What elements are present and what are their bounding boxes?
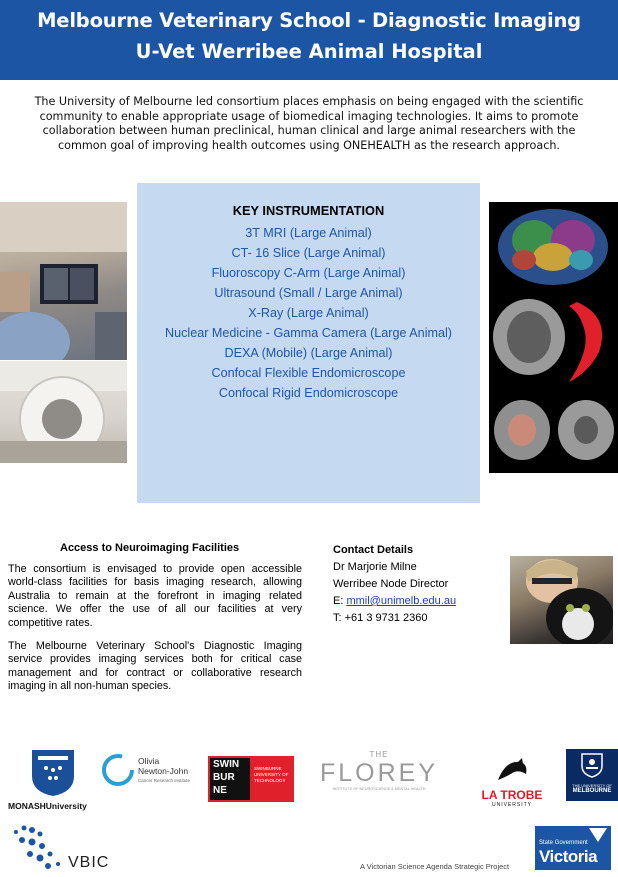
instrumentation-title: KEY INSTRUMENTATION [232,203,385,218]
instrument-item: Fluoroscopy C-Arm (Large Animal) [211,266,406,280]
swinburne-sub-2: UNIVERSITY OF [254,772,289,777]
florey-logo [318,750,440,806]
unimelb-line-2: MELBOURNE [572,788,612,794]
swinburne-logo [208,756,294,802]
unimelb-logo [566,749,618,801]
swinburne-line-2: BUR [213,772,235,783]
email-label: E: [333,595,347,607]
latrobe-logo [474,756,550,806]
instrument-item: DEXA (Mobile) (Large Animal) [224,346,393,360]
instrument-item: CT- 16 Slice (Large Animal) [231,246,386,260]
intro-paragraph: The University of Melbourne led consortium places emphasis on being engaged with the scientific community to enable appropriate usage of biomedical imaging technologies. It aims to promote collaboration between human preclinical, human clinical and large animal researchers with the common goal of improving health outcomes using ONEHEALTH as the research approach. [34,95,584,152]
victoria-name: Victoria [539,847,598,866]
florey-name: FLOREY [319,759,439,787]
unimelb-line-1: THE UNIVERSITY OF [572,783,612,788]
access-paragraph-2: The Melbourne Veterinary School's Diagnostic Imaging service provides imaging services both for critical case management and for contract or collaborative research imaging in all non-human species. [8,640,302,693]
onj-name-1: Olivia [138,756,160,766]
monash-logo [8,748,98,810]
onj-name-2: Newton-John [138,766,189,776]
page-title-line2: U-Vet Werribee Animal Hospital [135,40,483,63]
access-paragraph-1: The consortium is envisaged to provide open accessible world-class facilities for basis imaging research, allowing Australia to remain at the forefront in imaging related science. We offer the use of all our facilities at very competitive rates. [8,563,302,629]
contact-title: Contact Details [333,544,414,556]
contact-details [333,542,456,627]
key-instrumentation-panel [137,183,480,503]
onj-sub: Cancer Research Institute [138,778,191,783]
instrument-item: Nuclear Medicine - Gamma Camera (Large Animal) [165,326,452,340]
victoria-gov-line: State Government [539,840,588,846]
access-title: Access to Neuroimaging Facilities [60,542,240,554]
swinburne-sub-3: TECHNOLOGY [254,778,286,783]
email-link[interactable]: mmil@unimelb.edu.au [346,595,457,607]
contact-role: Werribee Node Director [333,578,449,590]
instrument-item: Confocal Rigid Endomicroscope [218,386,399,400]
instrument-item: 3T MRI (Large Animal) [245,226,372,240]
footer-note: A Victorian Science Agenda Strategic Project [360,862,510,871]
vbic-logo [10,824,130,876]
onj-logo [100,752,200,792]
imaging-room-photo [0,202,127,360]
page-title-line1: Melbourne Veterinary School - Diagnostic Imaging [37,9,581,32]
ct-scanner-photo [0,361,127,463]
instrument-item: X-Ray (Large Animal) [248,306,369,320]
contact-email-row [333,593,456,610]
instrument-item: Confocal Flexible Endomicroscope [211,366,406,380]
brain-scan-image [489,202,618,473]
swinburne-line-1: SWIN [213,759,240,770]
monash-logo-text: MONASHUniversity [8,801,87,811]
page-header [0,0,618,80]
swinburne-line-3: NE [213,785,227,796]
swinburne-sub-1: SWINBURNE [254,766,282,771]
latrobe-name: LA TROBE [481,788,543,802]
instrument-item: Ultrasound (Small / Large Animal) [214,286,403,300]
vbic-name: VBIC [68,854,110,871]
latrobe-sub: UNIVERSITY [491,802,532,808]
contact-photo [510,556,613,644]
instrumentation-list [137,223,480,403]
contact-name: Dr Marjorie Milne [333,561,417,573]
contact-phone: T: +61 3 9731 2360 [333,612,428,624]
florey-sub: INSTITUTE OF NEUROSCIENCE & MENTAL HEALTH [332,787,426,791]
victoria-gov-logo [535,826,611,870]
florey-the: THE [369,750,389,759]
